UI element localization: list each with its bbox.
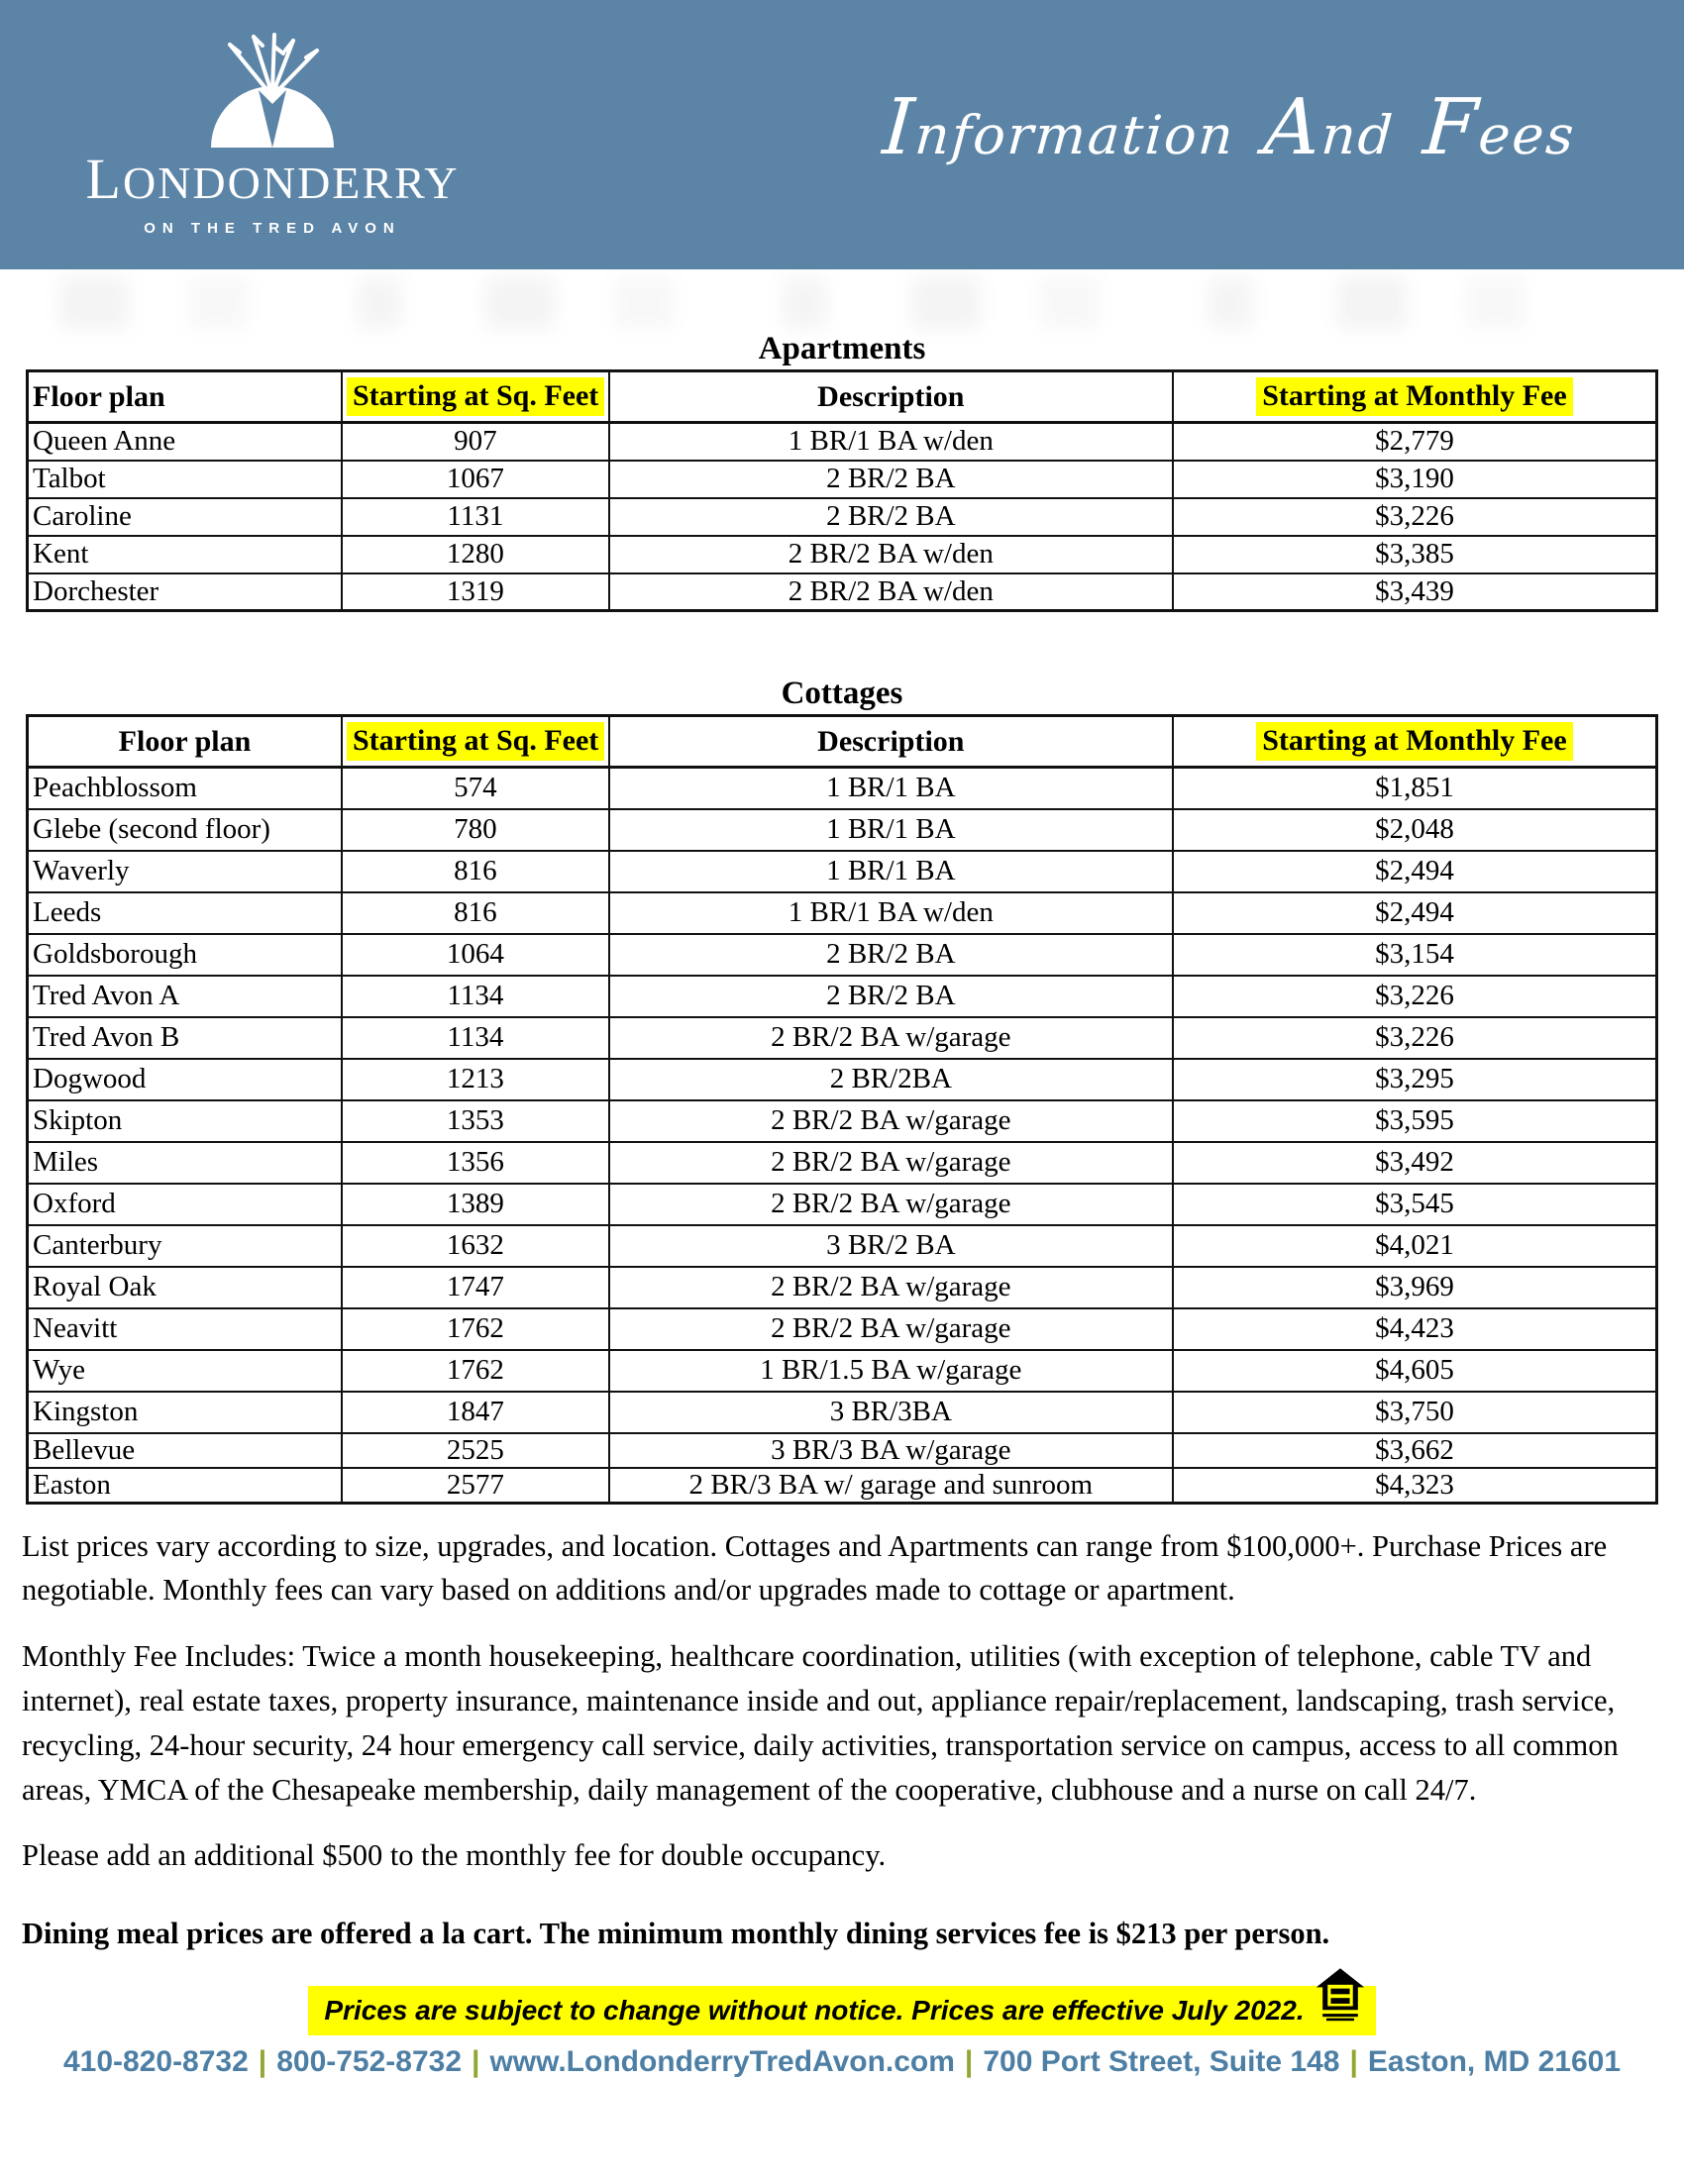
floor-plan-cell: Wye xyxy=(28,1350,342,1392)
floor-plan-cell: Talbot xyxy=(28,461,342,498)
floor-plan-cell: Tred Avon B xyxy=(28,1017,342,1059)
fee-cell: $4,423 xyxy=(1173,1308,1657,1350)
fee-cell: $2,494 xyxy=(1173,851,1657,892)
table-row xyxy=(28,1225,1657,1267)
col-floor-plan: Floor plan xyxy=(28,716,342,768)
apartments-table xyxy=(26,369,1658,612)
sqft-cell: 1134 xyxy=(342,1017,609,1059)
table-row xyxy=(28,1308,1657,1350)
fee-cell: $3,595 xyxy=(1173,1100,1657,1142)
scan-artifact-band xyxy=(59,277,1625,329)
fee-cell: $3,750 xyxy=(1173,1392,1657,1433)
highlighted-header: Starting at Sq. Feet xyxy=(347,722,604,761)
description-cell: 2 BR/2 BA w/den xyxy=(609,573,1173,611)
description-cell: 2 BR/2BA xyxy=(609,1059,1173,1100)
floor-plan-cell: Leeds xyxy=(28,892,342,934)
description-cell: 1 BR/1 BA w/den xyxy=(609,892,1173,934)
londonderry-logo xyxy=(85,33,460,237)
sqft-cell: 1389 xyxy=(342,1184,609,1225)
floor-plan-cell: Glebe (second floor) xyxy=(28,809,342,851)
floor-plan-cell: Bellevue xyxy=(28,1433,342,1468)
table-row xyxy=(28,934,1657,976)
fee-cell: $2,048 xyxy=(1173,809,1657,851)
description-cell: 2 BR/2 BA w/garage xyxy=(609,1184,1173,1225)
fee-cell: $3,154 xyxy=(1173,934,1657,976)
table-row xyxy=(28,573,1657,611)
logo-tagline: ON THE TRED AVON xyxy=(144,220,401,237)
footer-address-city: Easton, MD 21601 xyxy=(1367,2045,1622,2079)
table-row xyxy=(28,1433,1657,1468)
description-cell: 2 BR/2 BA w/den xyxy=(609,536,1173,573)
col-sq-feet xyxy=(342,716,609,768)
footer-separator: | xyxy=(258,2045,267,2079)
table-row xyxy=(28,892,1657,934)
description-cell: 2 BR/2 BA w/garage xyxy=(609,1100,1173,1142)
header-banner xyxy=(0,0,1684,269)
floor-plan-cell: Skipton xyxy=(28,1100,342,1142)
cottages-table xyxy=(26,714,1658,1505)
description-cell: 2 BR/3 BA w/ garage and sunroom xyxy=(609,1468,1173,1504)
footer-website: www.LondonderryTredAvon.com xyxy=(489,2045,955,2079)
floor-plan-cell: Peachblossom xyxy=(28,768,342,809)
footer-contact-line xyxy=(0,2045,1684,2079)
description-cell: 2 BR/2 BA xyxy=(609,498,1173,536)
sqft-cell: 2577 xyxy=(342,1468,609,1504)
floor-plan-cell: Kent xyxy=(28,536,342,573)
price-notice-text: Prices are subject to change without notice. Prices are effective July 2022. xyxy=(324,1994,1305,2026)
sqft-cell: 1280 xyxy=(342,536,609,573)
title-segment: A xyxy=(1260,82,1325,172)
footer-phone-local: 410-820-8732 xyxy=(62,2045,249,2079)
title-segment: ees xyxy=(1476,103,1578,166)
sqft-cell: 1134 xyxy=(342,976,609,1017)
table-row xyxy=(28,461,1657,498)
table-row xyxy=(28,1350,1657,1392)
floor-plan-cell: Royal Oak xyxy=(28,1267,342,1308)
page-title xyxy=(880,82,1578,172)
table-row xyxy=(28,768,1657,809)
reeds-sun-icon xyxy=(168,33,376,150)
equal-housing-icon xyxy=(1315,1967,1366,2028)
sqft-cell: 1632 xyxy=(342,1225,609,1267)
table-row xyxy=(28,1184,1657,1225)
table-row xyxy=(28,976,1657,1017)
fee-cell: $3,226 xyxy=(1173,976,1657,1017)
description-cell: 1 BR/1.5 BA w/garage xyxy=(609,1350,1173,1392)
footer-phone-tollfree: 800-752-8732 xyxy=(276,2045,463,2079)
note-dining: Dining meal prices are offered a la cart. The minimum monthly dining services fee is $213 per person. xyxy=(22,1917,1330,1951)
fee-cell: $3,545 xyxy=(1173,1184,1657,1225)
floor-plan-cell: Dogwood xyxy=(28,1059,342,1100)
description-cell: 2 BR/2 BA xyxy=(609,934,1173,976)
title-segment: nd xyxy=(1318,103,1425,166)
fee-cell: $3,492 xyxy=(1173,1142,1657,1184)
fee-cell: $4,323 xyxy=(1173,1468,1657,1504)
sqft-cell: 1353 xyxy=(342,1100,609,1142)
description-cell: 2 BR/2 BA w/garage xyxy=(609,1308,1173,1350)
col-floor-plan: Floor plan xyxy=(28,371,342,423)
note-double-occupancy: Please add an additional $500 to the monthly fee for double occupancy. xyxy=(22,1838,887,1873)
sqft-cell: 1762 xyxy=(342,1308,609,1350)
footer-separator: | xyxy=(472,2045,480,2079)
fee-cell: $3,190 xyxy=(1173,461,1657,498)
logo-wordmark: LONDONDERRY xyxy=(85,147,460,211)
floor-plan-cell: Kingston xyxy=(28,1392,342,1433)
price-notice-row xyxy=(0,1986,1684,2035)
fee-cell: $3,226 xyxy=(1173,498,1657,536)
sqft-cell: 1131 xyxy=(342,498,609,536)
description-cell: 2 BR/2 BA xyxy=(609,976,1173,1017)
sqft-cell: 1064 xyxy=(342,934,609,976)
col-monthly-fee xyxy=(1173,716,1657,768)
floor-plan-cell: Goldsborough xyxy=(28,934,342,976)
cottages-header-row xyxy=(28,716,1657,768)
fee-cell: $3,295 xyxy=(1173,1059,1657,1100)
description-cell: 3 BR/2 BA xyxy=(609,1225,1173,1267)
apartments-table-title: Apartments xyxy=(758,331,926,366)
cottages-table-title: Cottages xyxy=(781,676,903,711)
col-description: Description xyxy=(609,716,1173,768)
description-cell: 3 BR/3BA xyxy=(609,1392,1173,1433)
floor-plan-cell: Neavitt xyxy=(28,1308,342,1350)
price-notice-highlight xyxy=(308,1986,1375,2035)
apartments-header-row xyxy=(28,371,1657,423)
fee-cell: $2,779 xyxy=(1173,423,1657,461)
fee-cell: $3,662 xyxy=(1173,1433,1657,1468)
sqft-cell: 574 xyxy=(342,768,609,809)
footer-separator: | xyxy=(964,2045,974,2079)
note-list-prices: List prices vary according to size, upgrades, and location. Cottages and Apartments can range from $100,000+. Purchase Prices are negotiable. Monthly fees can vary based on additions and/or upgrades made to cottage or apartment. xyxy=(22,1528,1608,1608)
description-cell: 2 BR/2 BA xyxy=(609,461,1173,498)
table-row xyxy=(28,536,1657,573)
sqft-cell: 1847 xyxy=(342,1392,609,1433)
description-cell: 1 BR/1 BA xyxy=(609,851,1173,892)
table-row xyxy=(28,1267,1657,1308)
fee-cell: $4,021 xyxy=(1173,1225,1657,1267)
description-cell: 1 BR/1 BA xyxy=(609,768,1173,809)
table-row xyxy=(28,851,1657,892)
fee-cell: $3,385 xyxy=(1173,536,1657,573)
sqft-cell: 780 xyxy=(342,809,609,851)
table-row xyxy=(28,1017,1657,1059)
sqft-cell: 2525 xyxy=(342,1433,609,1468)
table-row xyxy=(28,1392,1657,1433)
highlighted-header: Starting at Sq. Feet xyxy=(347,377,604,416)
fee-cell: $3,226 xyxy=(1173,1017,1657,1059)
floor-plan-cell: Caroline xyxy=(28,498,342,536)
description-cell: 2 BR/2 BA w/garage xyxy=(609,1017,1173,1059)
sqft-cell: 1356 xyxy=(342,1142,609,1184)
floor-plan-cell: Miles xyxy=(28,1142,342,1184)
fee-cell: $2,494 xyxy=(1173,892,1657,934)
note-monthly-fee-includes: Monthly Fee Includes: Twice a month housekeeping, healthcare coordination, utilities (with exception of telephone, cable TV and internet), real estate taxes, property insurance, maintenance inside and out, appliance repair/replacement, landscaping, trash service, recycling, 24-hour security, 24 hour emergency call service, daily activities, transportation service on campus, access to all common areas, YMCA of the Chesapeake membership, daily management of the cooperative, clubhouse and a nurse on call 24/7. xyxy=(22,1639,1619,1807)
col-monthly-fee xyxy=(1173,371,1657,423)
floor-plan-cell: Waverly xyxy=(28,851,342,892)
description-cell: 2 BR/2 BA w/garage xyxy=(609,1267,1173,1308)
title-segment: F xyxy=(1420,82,1483,172)
floor-plan-cell: Oxford xyxy=(28,1184,342,1225)
table-row xyxy=(28,1142,1657,1184)
sqft-cell: 1762 xyxy=(342,1350,609,1392)
title-segment: I xyxy=(880,82,919,172)
sqft-cell: 816 xyxy=(342,851,609,892)
sqft-cell: 1067 xyxy=(342,461,609,498)
footer-address-street: 700 Port Street, Suite 148 xyxy=(983,2045,1340,2079)
fee-cell: $3,439 xyxy=(1173,573,1657,611)
table-row xyxy=(28,1468,1657,1504)
sqft-cell: 1213 xyxy=(342,1059,609,1100)
description-cell: 1 BR/1 BA xyxy=(609,809,1173,851)
col-description: Description xyxy=(609,371,1173,423)
highlighted-header: Starting at Monthly Fee xyxy=(1256,722,1572,761)
floor-plan-cell: Dorchester xyxy=(28,573,342,611)
sqft-cell: 1319 xyxy=(342,573,609,611)
table-row xyxy=(28,498,1657,536)
sqft-cell: 907 xyxy=(342,423,609,461)
description-cell: 2 BR/2 BA w/garage xyxy=(609,1142,1173,1184)
floor-plan-cell: Canterbury xyxy=(28,1225,342,1267)
footer-separator: | xyxy=(1349,2045,1358,2079)
highlighted-header: Starting at Monthly Fee xyxy=(1256,377,1572,416)
sqft-cell: 1747 xyxy=(342,1267,609,1308)
fee-cell: $4,605 xyxy=(1173,1350,1657,1392)
floor-plan-cell: Easton xyxy=(28,1468,342,1504)
table-row xyxy=(28,809,1657,851)
fee-cell: $3,969 xyxy=(1173,1267,1657,1308)
table-row xyxy=(28,1059,1657,1100)
floor-plan-cell: Tred Avon A xyxy=(28,976,342,1017)
table-row xyxy=(28,423,1657,461)
sqft-cell: 816 xyxy=(342,892,609,934)
table-row xyxy=(28,1100,1657,1142)
col-sq-feet xyxy=(342,371,609,423)
notes-section xyxy=(22,1524,1654,1957)
fee-cell: $1,851 xyxy=(1173,768,1657,809)
floor-plan-cell: Queen Anne xyxy=(28,423,342,461)
title-segment: nformation xyxy=(912,103,1266,166)
description-cell: 1 BR/1 BA w/den xyxy=(609,423,1173,461)
description-cell: 3 BR/3 BA w/garage xyxy=(609,1433,1173,1468)
